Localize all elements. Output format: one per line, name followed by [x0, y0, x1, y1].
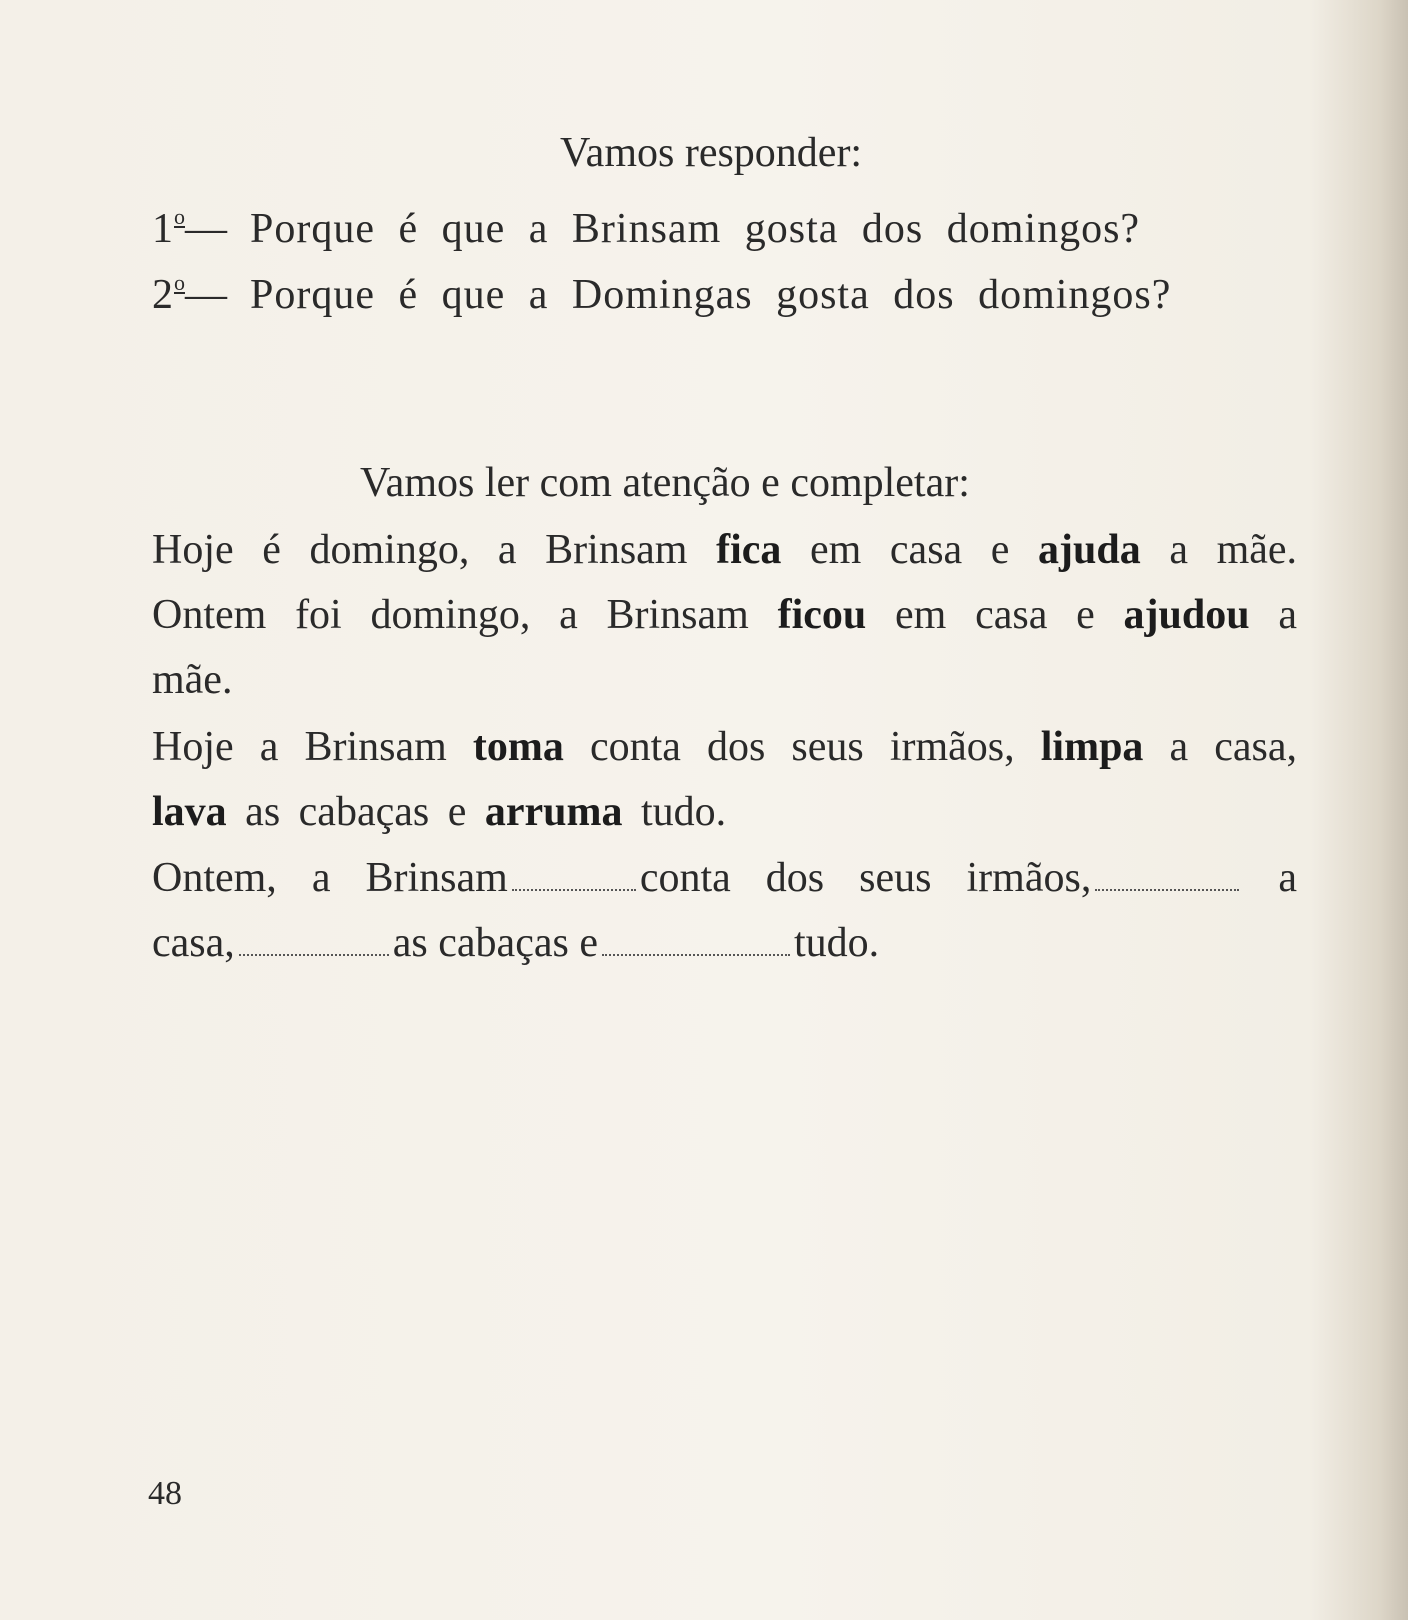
question-text: Porque é que a Domingas gosta dos domingos? — [250, 272, 1172, 318]
fill-in-blank[interactable] — [602, 946, 790, 956]
question-text: Porque é que a Brinsam gosta dos domingos? — [250, 206, 1141, 252]
question-1 — [152, 192, 1202, 254]
question-number: 1$^o$— — [152, 204, 227, 252]
paragraph-line: lava as cabaças e arruma tudo. — [152, 789, 727, 835]
paragraph-line: Hoje é domingo, a Brinsam fica em casa e ajuda a mãe. — [152, 527, 1298, 573]
paragraph-line: mãe. — [152, 657, 233, 703]
bold-verb: ficou — [777, 592, 867, 638]
bold-verb: ajuda — [1038, 527, 1141, 573]
section-heading-answer: Vamos responder: — [560, 130, 863, 176]
bold-verb: lava — [152, 789, 227, 835]
fill-in-blank[interactable] — [1095, 881, 1239, 891]
fill-in-line: casa, as cabaças e tudo. — [152, 920, 880, 966]
page-number: 48 — [148, 1475, 182, 1512]
paragraph-line: Hoje a Brinsam toma conta dos seus irmãos, limpa a casa, — [152, 724, 1298, 770]
fill-in-blank[interactable] — [239, 946, 389, 956]
bold-verb: arruma — [484, 789, 623, 835]
question-2 — [152, 258, 1242, 320]
bold-verb: fica — [716, 527, 782, 573]
paragraph-line: Ontem foi domingo, a Brinsam ficou em casa e ajudou a — [152, 592, 1298, 638]
fill-in-blank[interactable] — [512, 881, 636, 891]
bold-verb: toma — [472, 724, 564, 770]
question-number: 2$^o$— — [152, 270, 227, 318]
fill-in-line: Ontem, a Brinsam conta dos seus irmãos, a — [152, 855, 1298, 901]
section-heading-read-complete: Vamos ler com atenção e completar: — [360, 460, 970, 506]
bold-verb: limpa — [1040, 724, 1144, 770]
bold-verb: ajudou — [1123, 592, 1250, 638]
